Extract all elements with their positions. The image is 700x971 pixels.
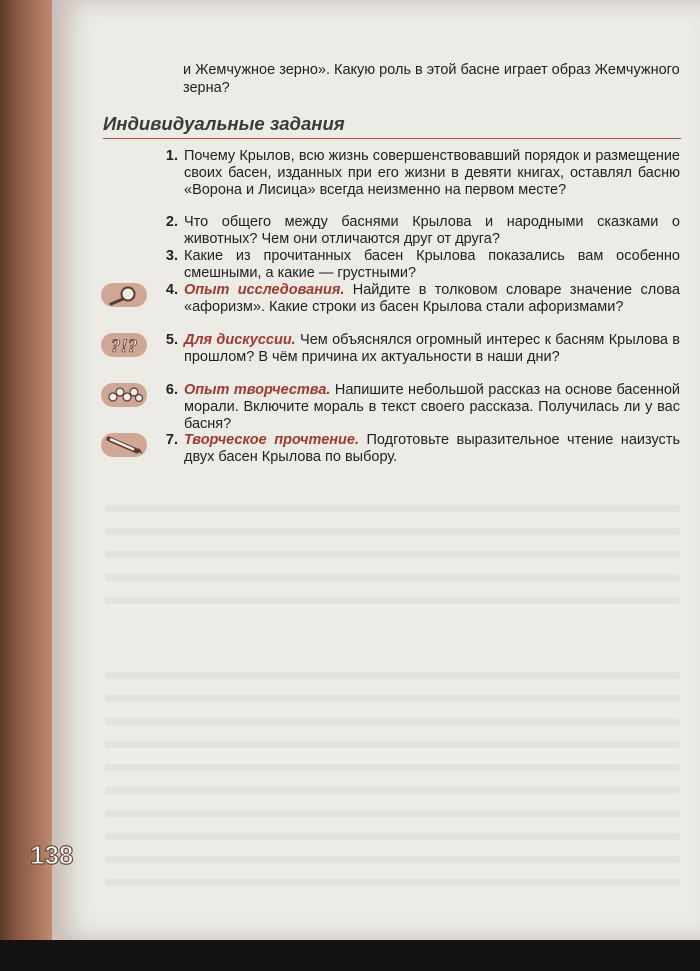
task-text [184,248,680,282]
show-through [105,528,680,535]
show-through [105,833,680,840]
task-text [184,332,680,366]
task-label: Творческое прочтение. [184,432,359,448]
task-body: Напишите небольшой рассказ на основе басенной морали. Включите мораль в текст своего рассказа. Получилась ли у вас басня? [184,382,680,432]
show-through [105,505,680,512]
task-body: Чем объяснялся огромный интерес к басням Крылова в прошлом? В чём причина их актуальности в наши дни? [184,332,680,365]
creativity-icon [101,383,147,407]
heading-divider [103,138,681,139]
svg-text:?!?: ?!? [111,336,138,357]
task-body: Найдите в толковом словаре значение слова «афоризм». Какие строки из басен Крылова стали афоризмами? [184,282,680,315]
task-text [184,214,680,248]
intro-paragraph: и Жемчужное зерно». Какую роль в этой басне играет образ Жемчужного зерна? [183,62,680,96]
scan-background [0,940,700,971]
show-through [105,764,680,771]
show-through [105,741,680,748]
show-through [105,810,680,817]
task-number: 3. [165,248,178,264]
show-through [105,787,680,794]
task-body: Какие из прочитанных басен Крылова показались вам особенно смешными, а какие — грустными? [184,248,680,281]
question-marks-icon [101,333,147,357]
task-number: 4. [165,282,178,298]
task-text [184,382,680,433]
task-text [184,148,680,199]
task-body: Подготовьте выразительное чтение наизусть двух басен Крылова по выбору. [184,432,681,465]
task-label: Для дискуссии. [184,332,296,348]
show-through [105,597,680,604]
task-body: Что общего между баснями Крылова и народными сказками о животных? Чем они отличаются друг от друга? [184,214,680,247]
task-text [184,432,680,466]
pencil-icon [101,433,147,457]
task-number: 5. [165,332,178,348]
task-body: Почему Крылов, всю жизнь совершенствовавший порядок и размещение своих басен, изданных при его жизни в девяти книгах, оставлял басню «Ворона и Лисица» всегда неизменно на первом месте? [184,148,680,198]
task-label: Опыт творчества. [184,382,331,398]
textbook-page [52,0,700,940]
page-number: 138 [30,840,74,870]
book-spine [0,0,60,940]
task-number: 2. [165,214,178,230]
task-number: 6. [165,382,178,398]
magnifier-icon [101,283,147,307]
show-through [105,718,680,725]
show-through [105,672,680,679]
show-through [105,856,680,863]
show-through [105,695,680,702]
show-through [105,879,680,886]
task-number: 1. [165,148,178,164]
show-through [105,574,680,581]
section-heading: Индивидуальные задания [103,113,345,134]
show-through [105,551,680,558]
task-number: 7. [165,432,178,448]
task-text [184,282,680,316]
task-label: Опыт исследования. [184,282,345,298]
